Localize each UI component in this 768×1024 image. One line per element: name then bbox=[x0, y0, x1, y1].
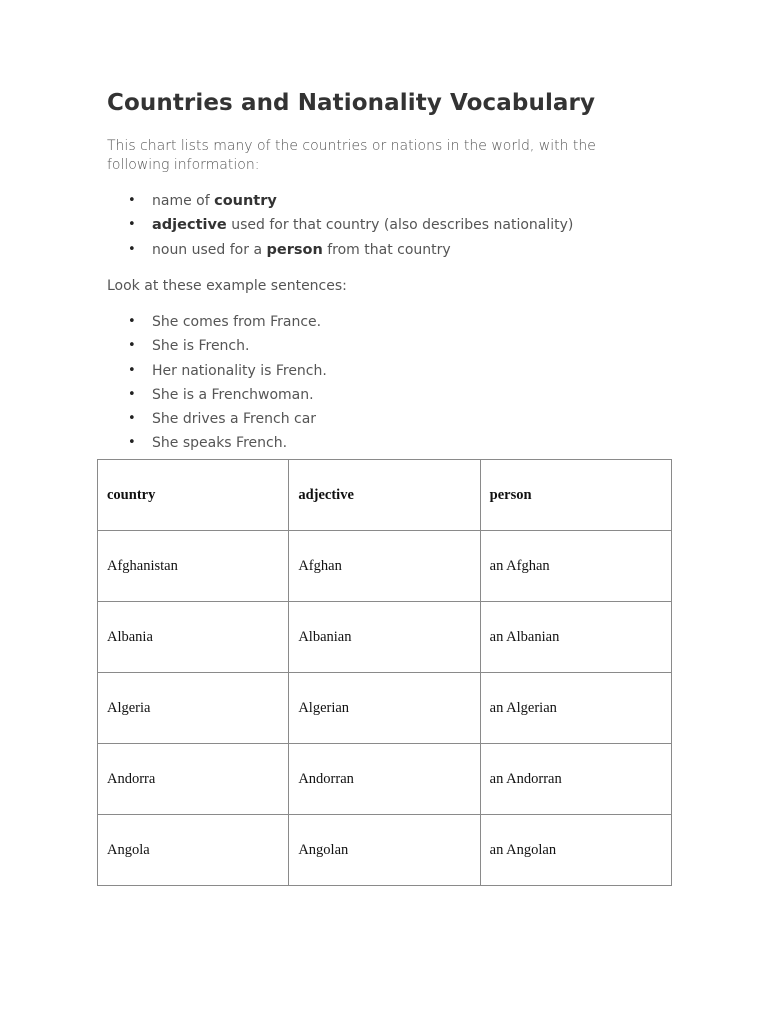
info-item-adjective bbox=[107, 213, 573, 237]
cell-person: an Algerian bbox=[480, 673, 671, 744]
page-title: Countries and Nationality Vocabulary bbox=[107, 90, 596, 116]
info-item-text: name of bbox=[152, 193, 215, 209]
info-item-keyword: country bbox=[214, 193, 277, 209]
info-item-person bbox=[107, 238, 573, 262]
intro-paragraph: This chart lists many of the countries or nations in the world, with the following information: bbox=[107, 138, 596, 173]
bullet-icon: • bbox=[128, 362, 136, 378]
table-row bbox=[98, 673, 672, 744]
example-item bbox=[107, 334, 327, 358]
cell-adjective: Algerian bbox=[289, 673, 480, 744]
example-item bbox=[107, 383, 327, 407]
cell-person: an Angolan bbox=[480, 815, 671, 886]
example-text: She drives a French car bbox=[152, 411, 317, 428]
example-item bbox=[107, 310, 327, 334]
nationality-table bbox=[97, 459, 672, 886]
example-text: She is French. bbox=[152, 338, 250, 355]
example-item bbox=[107, 407, 327, 431]
table-row bbox=[98, 744, 672, 815]
bullet-icon: • bbox=[128, 435, 136, 451]
bullet-icon: • bbox=[128, 193, 136, 208]
example-list bbox=[107, 310, 327, 456]
info-item-text: used for that country (also describes nationality) bbox=[226, 217, 574, 234]
cell-person: an Andorran bbox=[480, 744, 671, 815]
example-item bbox=[107, 359, 327, 383]
cell-adjective: Andorran bbox=[289, 744, 480, 815]
bullet-icon: • bbox=[128, 411, 136, 427]
cell-adjective: Afghan bbox=[289, 531, 480, 602]
bullet-icon: • bbox=[128, 217, 136, 233]
cell-person: an Albanian bbox=[480, 602, 671, 673]
info-item-keyword: person bbox=[266, 241, 323, 258]
cell-country: Andorra bbox=[98, 744, 289, 815]
column-header-adjective: adjective bbox=[289, 460, 480, 531]
bullet-icon: • bbox=[128, 386, 136, 402]
column-header-country: country bbox=[98, 460, 289, 531]
cell-adjective: Albanian bbox=[289, 602, 480, 673]
table-row bbox=[98, 602, 672, 673]
example-text: She comes from France. bbox=[152, 314, 322, 330]
example-text: She is a Frenchwoman. bbox=[152, 386, 314, 403]
cell-adjective: Angolan bbox=[289, 815, 480, 886]
info-item-text: from that country bbox=[322, 241, 451, 258]
bullet-icon: • bbox=[128, 314, 136, 329]
table-header-row bbox=[98, 460, 672, 531]
info-item-text: noun used for a bbox=[152, 241, 267, 258]
example-intro: Look at these example sentences: bbox=[107, 278, 347, 294]
table-row bbox=[98, 531, 672, 602]
info-item-country bbox=[107, 189, 573, 213]
cell-country: Afghanistan bbox=[98, 531, 289, 602]
bullet-icon: • bbox=[128, 241, 136, 257]
info-item-keyword: adjective bbox=[152, 217, 227, 234]
bullet-icon: • bbox=[128, 338, 136, 354]
cell-country: Albania bbox=[98, 602, 289, 673]
cell-person: an Afghan bbox=[480, 531, 671, 602]
example-text: Her nationality is French. bbox=[152, 362, 327, 379]
example-item bbox=[107, 431, 327, 455]
cell-country: Algeria bbox=[98, 673, 289, 744]
info-list bbox=[107, 189, 573, 262]
table-row bbox=[98, 815, 672, 886]
column-header-person: person bbox=[480, 460, 671, 531]
cell-country: Angola bbox=[98, 815, 289, 886]
example-text: She speaks French. bbox=[152, 435, 288, 452]
